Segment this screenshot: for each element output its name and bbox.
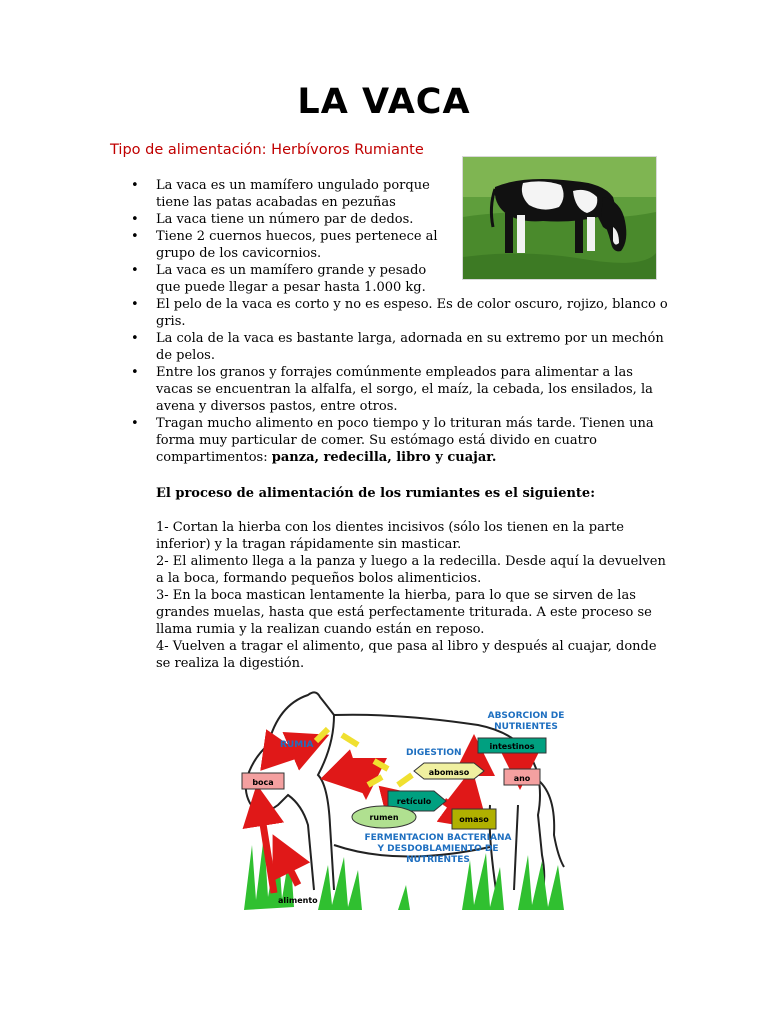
facts-list xyxy=(110,177,670,466)
anus-label: ano xyxy=(513,774,531,783)
process-section xyxy=(156,485,666,672)
process-step: 4- Vuelven a tragar el alimento, que pasa al libro y después al cuajar, donde se realiza la digestión. xyxy=(156,639,657,671)
list-item: • La vaca es un mamífero ungulado porque tiene las patas acabadas en pezuñas xyxy=(110,177,446,211)
feeding-type-heading: Tipo de alimentación: Herbívoros Rumiante xyxy=(110,142,424,158)
absorption-label: ABSORCION DE xyxy=(487,711,565,721)
list-item-text: Tragan mucho alimento en poco tiempo y lo trituran más tarde. Tienen una forma muy particular de comer. Su estómago está divido en cuatro compartimentos: xyxy=(156,416,654,465)
list-item: • El pelo de la vaca es corto y no es espeso. Es de color oscuro, rojizo, blanco o gris. xyxy=(110,296,670,330)
abomasum-label: abomaso xyxy=(428,768,470,777)
list-item: • La vaca es un mamífero grande y pesado que puede llegar a pesar hasta 1.000 kg. xyxy=(110,262,446,296)
process-step: 1- Cortan la hierba con los dientes incisivos (sólo los tienen en la parte inferior) y la tragan rápidamente sin masticar. xyxy=(156,520,624,552)
rumen-label: rumen xyxy=(369,813,399,822)
fermentation-label: FERMENTACION BACTERIANA xyxy=(364,833,512,843)
process-heading: El proceso de alimentación de los rumiantes es el siguiente: xyxy=(156,486,595,501)
list-item: • La vaca tiene un número par de dedos. xyxy=(110,211,446,228)
list-item xyxy=(110,415,670,466)
mouth-label: boca xyxy=(252,778,274,787)
process-step: 2- El alimento llega a la panza y luego a la redecilla. Desde aquí la devuelven a la boca, formando pequeños bolos alimenticios. xyxy=(156,554,666,586)
reticulum-label: retículo xyxy=(396,797,432,806)
list-item: • Tiene 2 cuernos huecos, pues pertenece al grupo de los cavicornios. xyxy=(110,228,446,262)
rumination-label: RUMIA xyxy=(280,740,314,750)
omasum-label: omaso xyxy=(459,815,489,824)
intestines-label: intestinos xyxy=(489,742,535,751)
digestion-label: DIGESTION xyxy=(406,748,462,758)
absorption-label: NUTRIENTES xyxy=(494,722,558,732)
list-item: • La cola de la vaca es bastante larga, adornada en su extremo por un mechón de pelos. xyxy=(110,330,670,364)
list-item: • Entre los granos y forrajes comúnmente empleados para alimentar a las vacas se encuentran la alfalfa, el sorgo, el maíz, la cebada, los ensilados, la avena y diversos pastos, entre otros. xyxy=(110,364,670,415)
page-title: LA VACA xyxy=(297,82,471,122)
food-label: alimento xyxy=(278,896,318,905)
stomach-compartments: panza, redecilla, libro y cuajar. xyxy=(271,450,497,465)
fermentation-label: NUTRIENTES xyxy=(406,855,470,865)
digestion-diagram xyxy=(238,685,576,915)
process-step: 3- En la boca mastican lentamente la hierba, para lo que se sirven de las grandes muelas, hasta que está perfectamente triturada. A este proceso se llama rumia y la realizan cuando están en reposo. xyxy=(156,588,652,637)
fermentation-label: Y DESDOBLAMIENTO DE xyxy=(377,844,499,854)
